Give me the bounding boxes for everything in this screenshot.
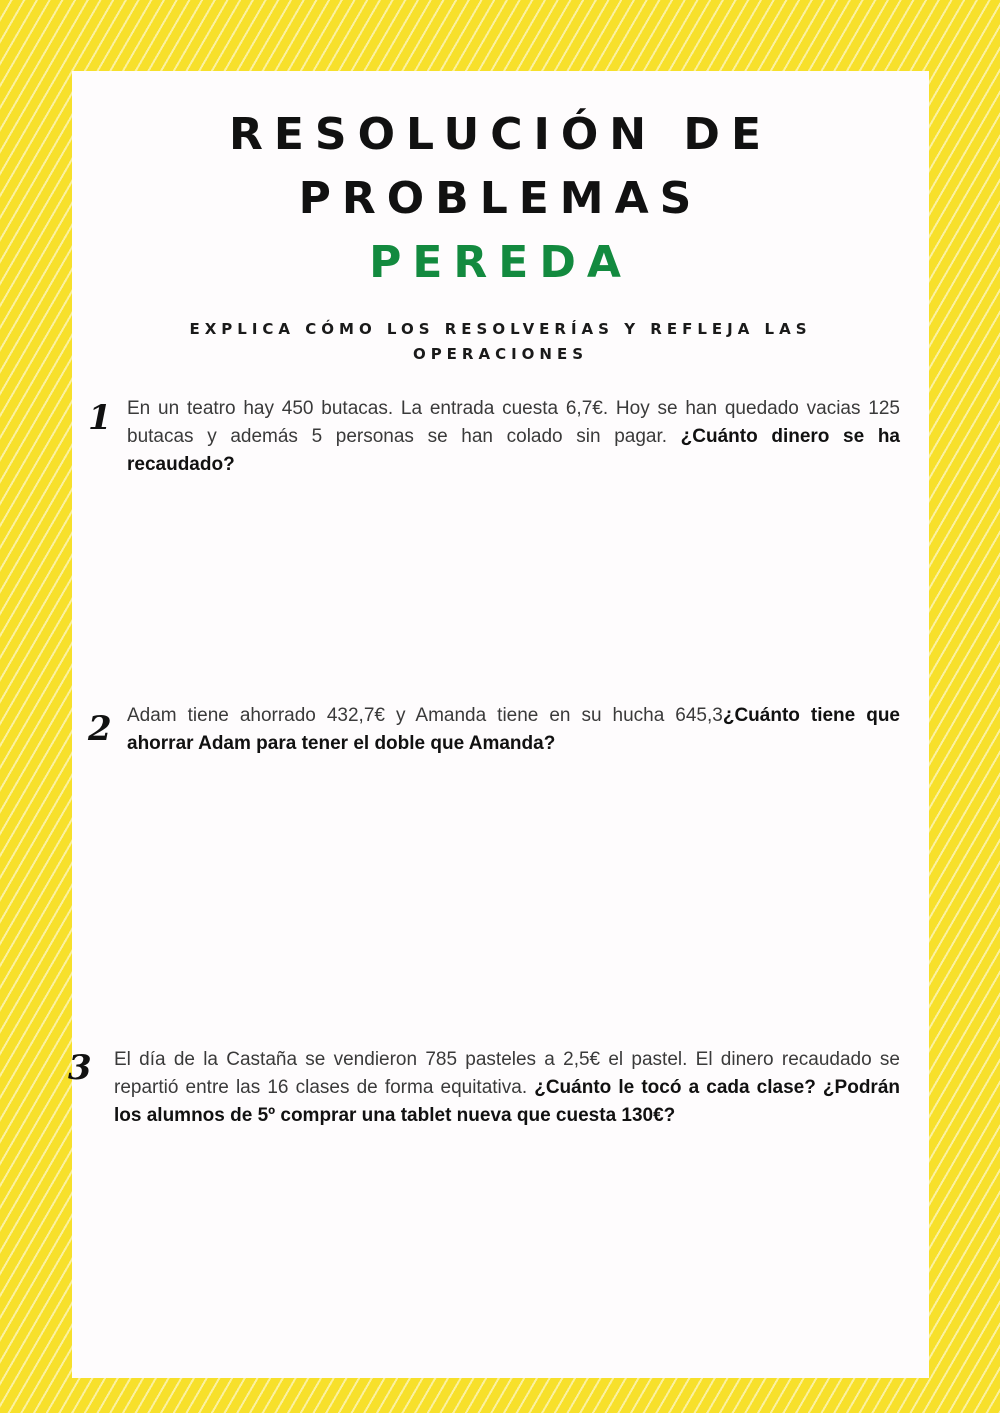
problem-1-question: ¿Cuánto dinero se ha recaudado? — [127, 426, 901, 475]
problem-1-number: 1 — [88, 398, 112, 438]
problem-3 — [114, 1046, 900, 1130]
problem-2-text: Adam tiene ahorrado 432,7€ y Amanda tiene en su hucha 645,3 — [127, 705, 723, 726]
instruction-text: EXPLICA CÓMO LOS RESOLVERÍAS Y REFLEJA LAS OPERACIONES — [189, 320, 812, 363]
problem-3-text: El día de la Castaña se vendieron 785 pasteles a 2,5€ el pastel. El dinero recaudado se repartió entre las 16 clases de forma equitativa. — [114, 1049, 900, 1098]
problem-2-question: ¿Cuánto tiene que ahorrar Adam para tener el doble que Amanda? — [127, 705, 900, 754]
problem-1-text: En un teatro hay 450 butacas. La entrada cuesta 6,7€. Hoy se han quedado vacias 125 butacas y además 5 personas se han colado sin pagar. — [127, 398, 900, 447]
title-line-1: RESOLUCIÓN DE — [228, 109, 773, 160]
problem-2-number: 2 — [88, 709, 112, 749]
worksheet-sheet — [68, 71, 929, 1378]
problem-2 — [127, 702, 900, 758]
problem-1 — [127, 395, 900, 479]
problem-3-number: 3 — [68, 1048, 92, 1088]
problem-3-question: ¿Cuánto le tocó a cada clase? ¿Podrán los alumnos de 5º comprar una tablet nueva que cuesta 130€? — [114, 1077, 900, 1126]
title-school-name: PEREDA — [369, 237, 632, 288]
title-line-2: PROBLEMAS — [298, 173, 703, 224]
